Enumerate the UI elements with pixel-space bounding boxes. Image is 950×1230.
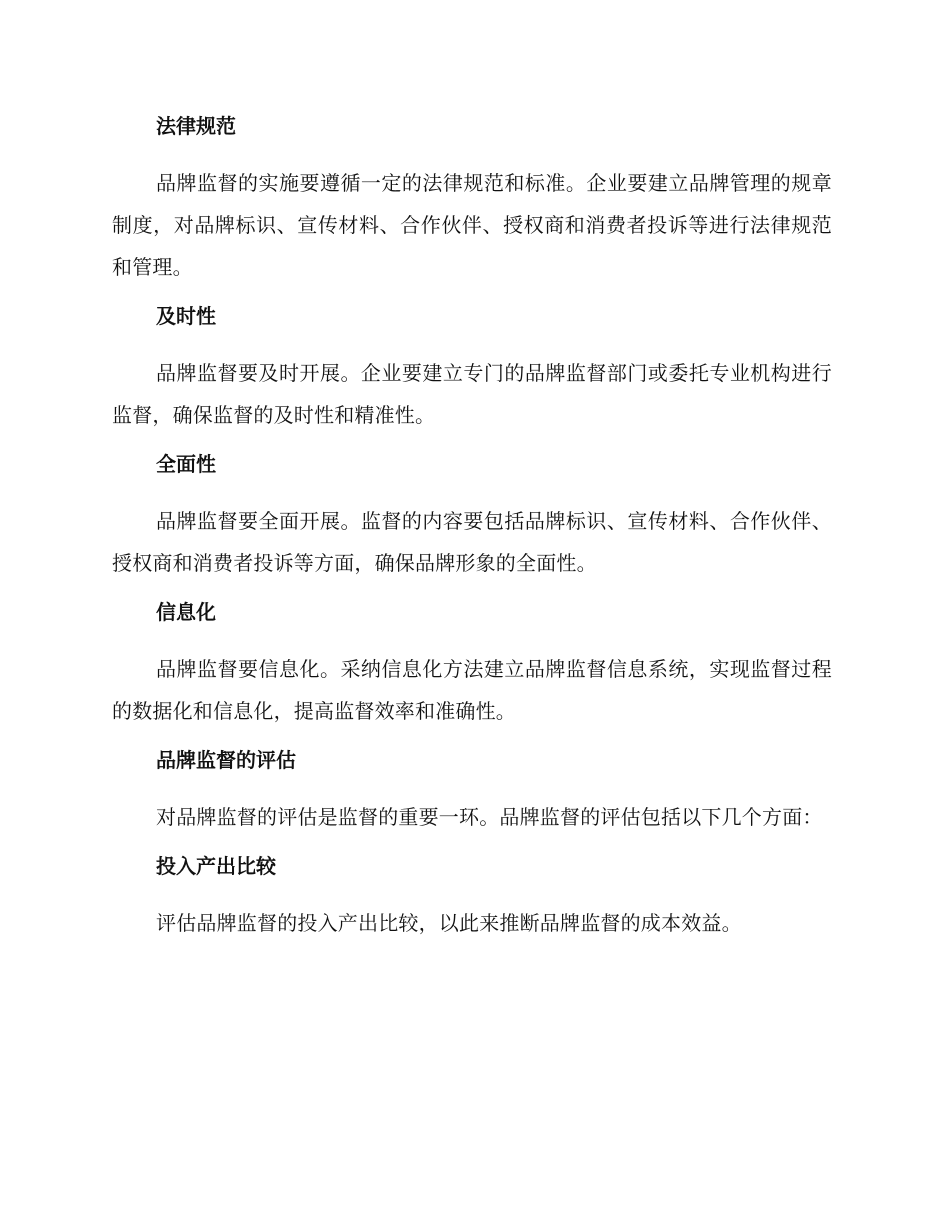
section-heading-input-output: 投入产出比较 (156, 854, 276, 878)
section-body-input-output: 评估品牌监督的投入产出比较，以此来推断品牌监督的成本效益。 (156, 911, 742, 935)
section-heading-timeliness: 及时性 (156, 304, 216, 328)
section-heading-comprehensiveness: 全面性 (156, 452, 216, 476)
section-body-evaluation: 对品牌监督的评估是监督的重要一环。品牌监督的评估包括以下几个方面： (156, 805, 823, 829)
section-heading-legal: 法律规范 (156, 114, 236, 138)
section-body-comprehensiveness: 品牌监督要全面开展。监督的内容要包括品牌标识、宣传材料、合作伙伴、授权商和消费者投诉等方面，确保品牌形象的全面性。 (112, 509, 832, 575)
section-body-informatization: 品牌监督要信息化。采纳信息化方法建立品牌监督信息系统，实现监督过程的数据化和信息化，提高监督效率和准确性。 (112, 657, 832, 723)
section-body-legal: 品牌监督的实施要遵循一定的法律规范和标准。企业要建立品牌管理的规章制度，对品牌标识、宣传材料、合作伙伴、授权商和消费者投诉等进行法律规范和管理。 (112, 171, 832, 279)
section-heading-informatization: 信息化 (156, 600, 216, 624)
document-page (112, 108, 832, 954)
section-body-timeliness: 品牌监督要及时开展。企业要建立专门的品牌监督部门或委托专业机构进行监督，确保监督的及时性和精准性。 (112, 361, 832, 427)
section-heading-evaluation: 品牌监督的评估 (156, 748, 296, 772)
